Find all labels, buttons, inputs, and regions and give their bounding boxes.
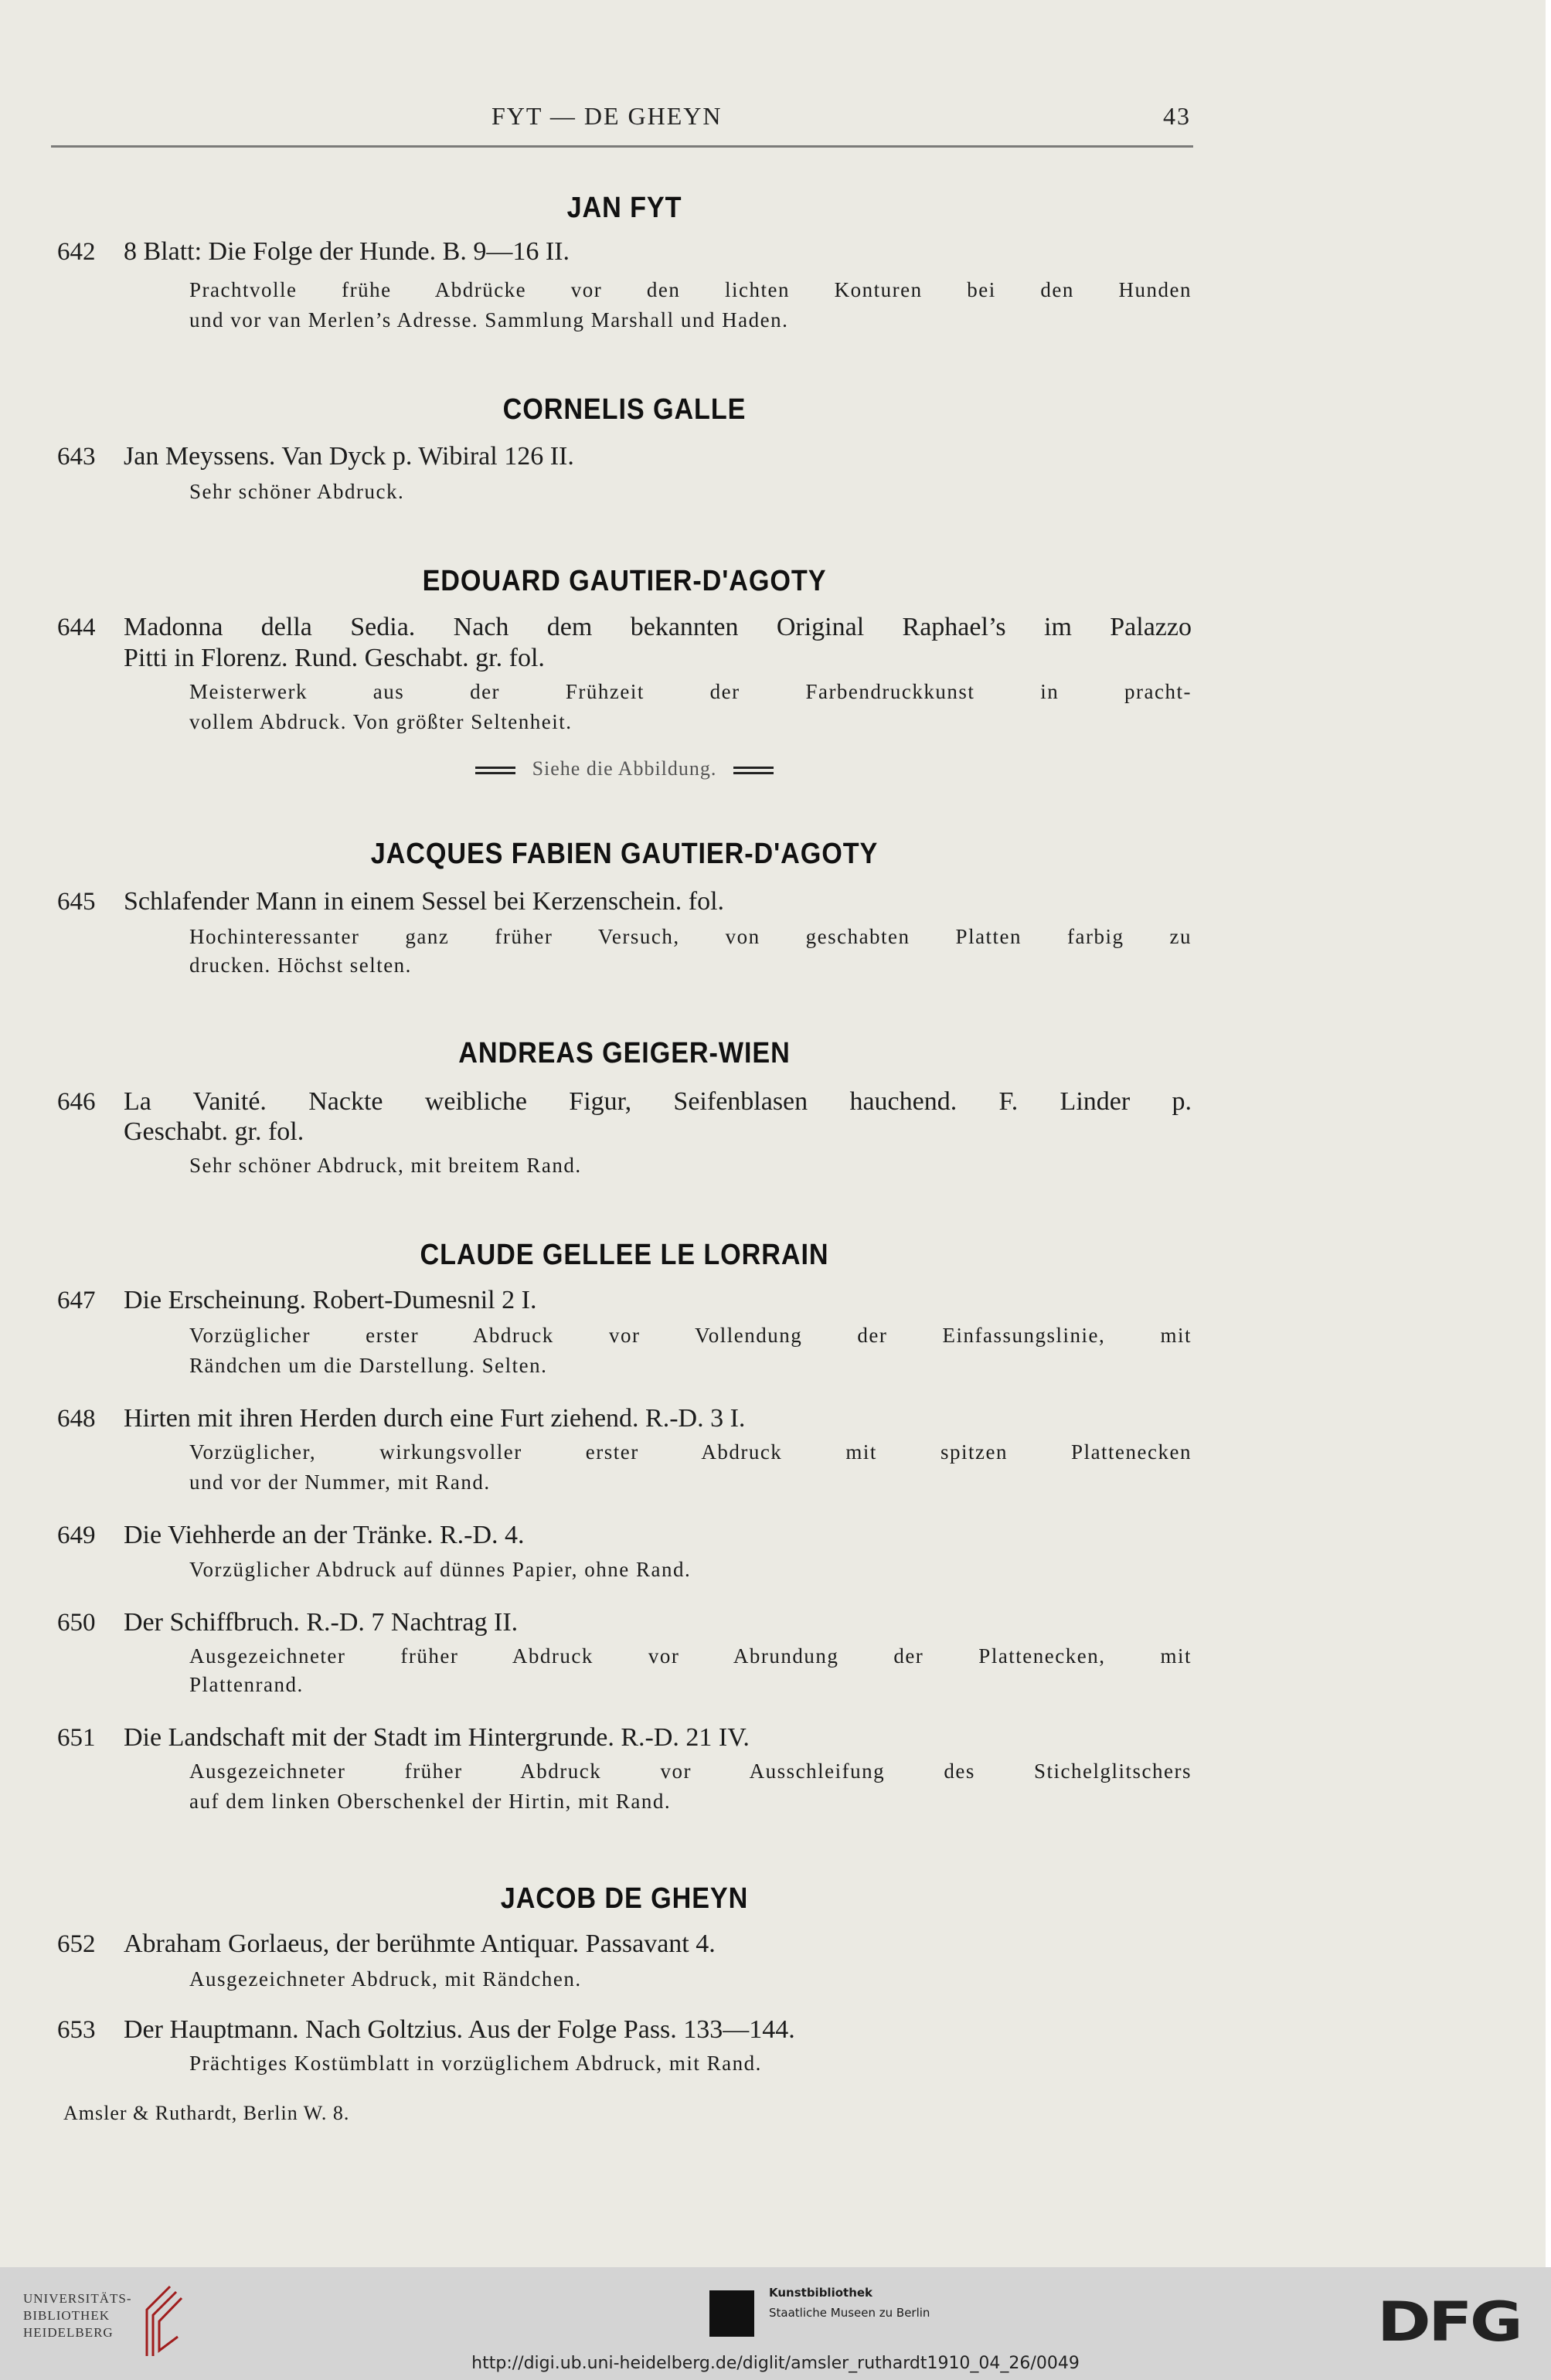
lot-title-line: Der Schiffbruch. R.-D. 7 Nachtrag II. (124, 1608, 519, 1637)
lot-description-line: Vorzüglicher, wirkungsvoller erster Abdruck mit spitzen Plattenecken (189, 1440, 1192, 1464)
kunstbibliothek-logo-icon[interactable] (709, 2290, 754, 2337)
permalink-url[interactable]: http://digi.ub.uni-heidelberg.de/diglit/amsler_ruthardt1910_04_26/0049 (471, 2354, 1080, 2373)
lot-title-line: Abraham Gorlaeus, der berühmte Antiquar. Passavant 4. (124, 1930, 716, 1958)
lot-title-line: Pitti in Florenz. Rund. Geschabt. gr. fol. (124, 644, 545, 672)
lot-description-line: Sehr schöner Abdruck, mit breitem Rand. (189, 1154, 582, 1177)
artist-heading: JACOB DE GHEYN (500, 1882, 749, 1915)
lot-description-line: auf dem linken Oberschenkel der Hirtin, mit Rand. (189, 1790, 672, 1813)
lot-description-line: Rändchen um die Darstellung. Selten. (189, 1354, 548, 1377)
running-header-title: FYT — DE GHEYN (491, 102, 723, 130)
ub-line: UNIVERSITÄTS- (23, 2291, 132, 2306)
lot-description-line: und vor der Nummer, mit Rand. (189, 1470, 491, 1494)
lot-description-line: Vorzüglicher Abdruck auf dünnes Papier, ohne Rand. (189, 1558, 692, 1581)
lot-title-line: Geschabt. gr. fol. (124, 1117, 304, 1146)
lot-description-line: Vorzüglicher erster Abdruck vor Vollendung der Einfassungslinie, mit (189, 1324, 1192, 1347)
artist-heading: ANDREAS GEIGER-WIEN (458, 1037, 791, 1069)
lot-title-line: Der Hauptmann. Nach Goltzius. Aus der Folge Pass. 133—144. (124, 2015, 795, 2044)
lot-description-line: Ausgezeichneter früher Abdruck vor Ausschleifung des Stichelglitschers (189, 1760, 1192, 1783)
artist-heading: JACQUES FABIEN GAUTIER-D'AGOTY (370, 838, 879, 870)
artist-heading: JAN FYT (566, 192, 682, 224)
lot-description-line: drucken. Höchst selten. (189, 954, 412, 977)
publisher-imprint: Amsler & Ruthardt, Berlin W. 8. (63, 2102, 350, 2124)
lot-description-line: Prächtiges Kostümblatt in vorzüglichem Abdruck, mit Rand. (189, 2052, 762, 2075)
page-number: 43 (1163, 102, 1191, 130)
lot-number: 649 (57, 1522, 96, 1549)
lot-number: 650 (57, 1609, 96, 1637)
lot-number: 652 (57, 1930, 96, 1958)
lot-title-line: Die Erscheinung. Robert-Dumesnil 2 I. (124, 1286, 537, 1314)
lot-description-line: Ausgezeichneter früher Abdruck vor Abrundung der Plattenecken, mit (189, 1644, 1192, 1668)
lot-number: 651 (57, 1724, 96, 1752)
lot-number: 644 (57, 614, 96, 641)
lot-title-line: Madonna della Sedia. Nach dem bekannten Original Raphael’s im Palazzo (124, 613, 1192, 641)
lot-number: 642 (57, 238, 96, 266)
lot-title-line: La Vanité. Nackte weibliche Figur, Seifenblasen hauchend. F. Linder p. (124, 1087, 1192, 1116)
artist-heading: CORNELIS GALLE (502, 393, 747, 426)
lot-title-line: Die Landschaft mit der Stadt im Hintergrunde. R.-D. 21 IV. (124, 1723, 750, 1752)
lot-description-line: Sehr schöner Abdruck. (189, 480, 405, 503)
artist-heading: CLAUDE GELLEE LE LORRAIN (420, 1239, 829, 1271)
lot-title-line: Schlafender Mann in einem Sessel bei Kerzenschein. fol. (124, 887, 725, 916)
lot-number: 647 (57, 1287, 96, 1314)
lot-description-line: und vor van Merlen’s Adresse. Sammlung Marshall und Haden. (189, 308, 789, 332)
lot-number: 645 (57, 888, 96, 916)
digitization-footer (0, 2267, 1551, 2380)
see-illustration-note (0, 757, 1249, 780)
lot-description-line: vollem Abdruck. Von größter Seltenheit. (189, 710, 573, 733)
header-rule (51, 145, 1193, 148)
kunstbibliothek-title: Kunstbibliothek (769, 2286, 873, 2300)
kunstbibliothek-subtitle: Staatliche Museen zu Berlin (769, 2306, 930, 2320)
lot-number: 643 (57, 443, 96, 471)
lot-description-line: Plattenrand. (189, 1673, 304, 1696)
ub-line: HEIDELBERG (23, 2325, 114, 2340)
lot-title-line: 8 Blatt: Die Folge der Hunde. B. 9—16 II. (124, 237, 570, 266)
lot-title-line: Jan Meyssens. Van Dyck p. Wibiral 126 II. (124, 442, 574, 471)
double-rule (475, 767, 515, 774)
ub-line: BIBLIOTHEK (23, 2308, 110, 2323)
lot-description-line: Hochinteressanter ganz früher Versuch, von geschabten Platten farbig zu (189, 925, 1192, 948)
double-rule (733, 767, 774, 774)
note-text: Siehe die Abbildung. (532, 757, 717, 780)
lot-description-line: Prachtvolle frühe Abdrücke vor den lichten Konturen bei den Hunden (189, 278, 1192, 301)
lot-number: 653 (57, 2016, 96, 2044)
lot-title-line: Hirten mit ihren Herden durch eine Furt ziehend. R.-D. 3 I. (124, 1404, 746, 1433)
lot-number: 648 (57, 1405, 96, 1433)
ub-heidelberg-logo[interactable] (23, 2290, 132, 2341)
lot-description-line: Meisterwerk aus der Frühzeit der Farbendruckkunst in pracht- (189, 680, 1192, 703)
lot-description-line: Ausgezeichneter Abdruck, mit Rändchen. (189, 1967, 582, 1991)
ub-heidelberg-mark-icon (139, 2283, 185, 2360)
artist-heading: EDOUARD GAUTIER-D'AGOTY (422, 565, 827, 597)
dfg-logo[interactable]: DFG (1377, 2290, 1521, 2354)
lot-title-line: Die Viehherde an der Tränke. R.-D. 4. (124, 1521, 525, 1549)
lot-number: 646 (57, 1088, 96, 1116)
